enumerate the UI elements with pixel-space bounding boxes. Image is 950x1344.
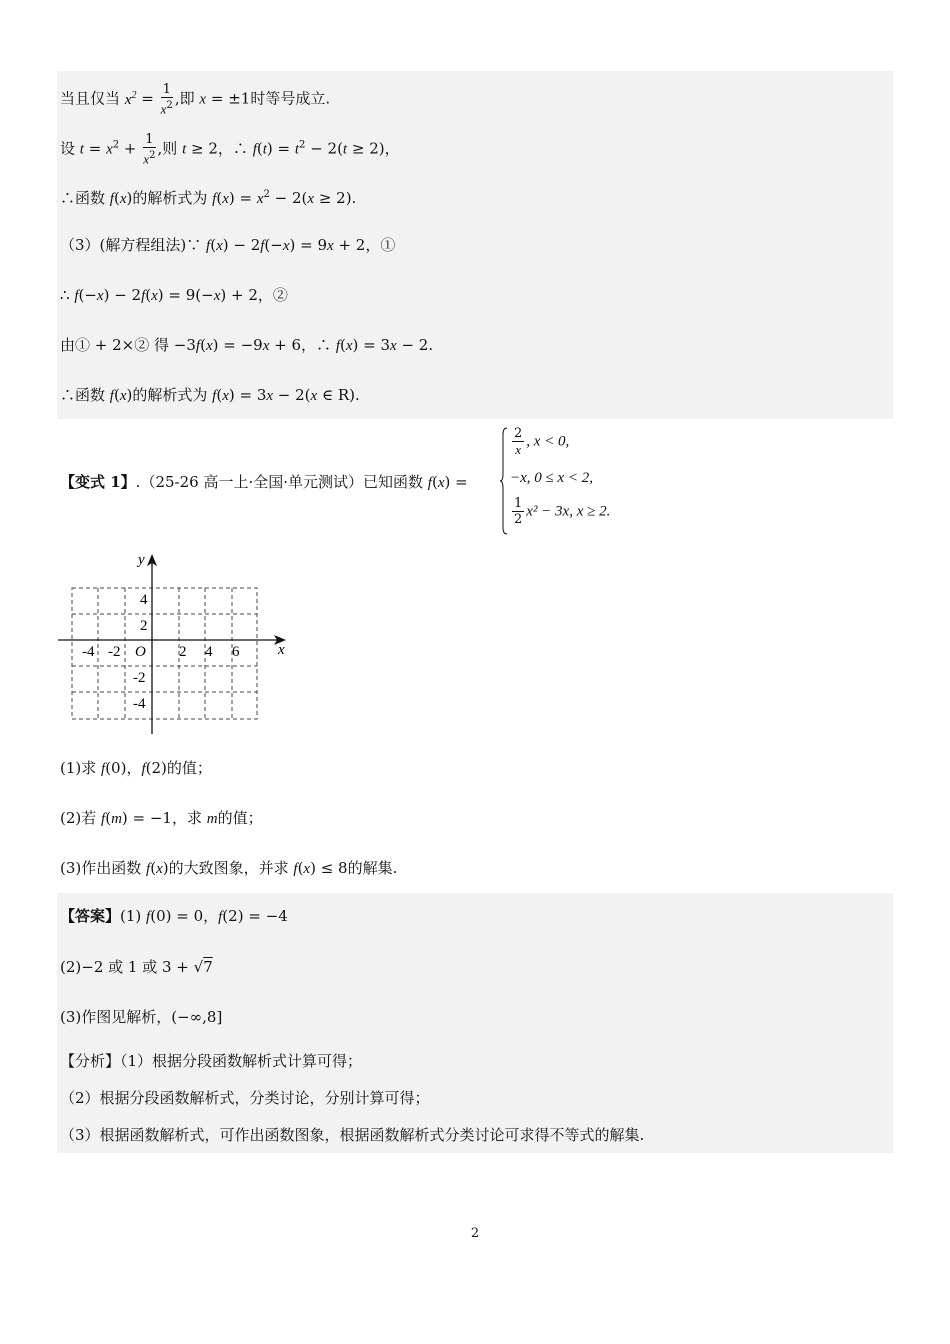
solution-line-5: ∴ f(−x) − 2f(x) = 9(−x) + 2，② <box>60 286 288 304</box>
question-1: (1)求 f(0)，f(2)的值； <box>60 759 212 777</box>
x-tick-label: 2 <box>179 644 187 660</box>
answer-line-1: 【答案】(1) f(0) = 0，f(2) = −4 <box>60 907 288 925</box>
answer-label: 【答案】 <box>60 907 121 925</box>
analysis-line-2: （2）根据分段函数解析式，分类讨论，分别计算可得； <box>60 1089 430 1107</box>
x-tick-label: 4 <box>205 644 213 660</box>
x-axis-label: x <box>278 642 285 658</box>
analysis-line-1: 【分析】（1）根据分段函数解析式计算可得； <box>60 1052 363 1070</box>
x-tick-label: -4 <box>82 644 95 660</box>
answer-line-3: (3)作图见解析，(−∞,8] <box>60 1008 223 1026</box>
page-number: 2 <box>470 1226 480 1241</box>
answer-line-2: (2)−2 或 1 或 3 + √7 <box>60 958 213 976</box>
solution-line-1: 当且仅当 $x^2$ = $\frac{1}{x^2}$ ,即 x = ±1时等号成立. <box>60 82 331 117</box>
x-tick-label: -2 <box>108 644 121 660</box>
solution-line-3: ∴函数 f(x)的解析式为 $f(x) = x^2 - 2(x \ge 2)$. <box>60 189 357 207</box>
y-tick-label: 2 <box>140 618 148 634</box>
analysis-label: 【分析】 <box>60 1052 121 1070</box>
y-tick-label: -4 <box>133 696 146 712</box>
y-axis-label: y <box>138 552 145 568</box>
solution-line-6: 由① + 2×② 得 −3f(x) = −9x + 6，∴ f(x) = 3x − 2. <box>60 336 434 354</box>
left-brace <box>500 426 508 536</box>
coordinate-grid <box>52 548 296 738</box>
origin-label: O <box>135 644 146 660</box>
solution-line-7: ∴函数 f(x)的解析式为 f(x) = 3x − 2(x ∈ R). <box>60 386 360 404</box>
x-tick-label: 6 <box>232 644 240 660</box>
solution-line-4: （3）(解方程组法)∵ f(x) − 2f(−x) = 9x + 2，① <box>60 236 396 254</box>
question-3: (3)作出函数 f(x)的大致图象，并求 f(x) ≤ 8的解集. <box>60 859 398 877</box>
analysis-line-3: （3）根据函数解析式，可作出函数图象，根据函数解析式分类讨论可求得不等式的解集. <box>60 1126 645 1144</box>
question-2: (2)若 f(m) = −1，求 m的值； <box>60 809 263 827</box>
variant-header: 【变式 1】.（25-26 高一上·全国·单元测试）已知函数 f(x) = <box>60 473 468 491</box>
y-tick-label: 4 <box>140 592 148 608</box>
solution-line-2: 设 $t = x^2$ + $\frac{1}{x^2}$ ,则 t ≥ 2，∴ $f(t) = t^2 - 2(t \ge 2)$， <box>60 132 400 167</box>
variant-tag: 【变式 1】 <box>60 473 136 491</box>
y-tick-label: -2 <box>133 670 146 686</box>
